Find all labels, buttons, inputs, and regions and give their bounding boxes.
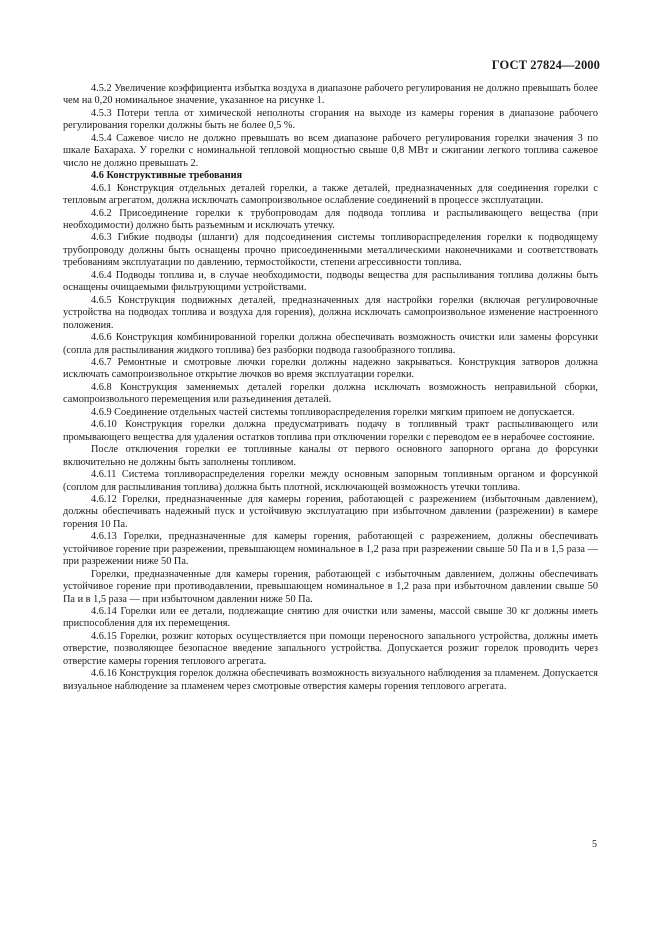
paragraph-4-6-13: 4.6.13 Горелки, предназначенные для камеры горения, работающей с разрежением, должны обеспечивать устойчивое горение при разрежении, превышающем номинальное в 1,2 раза при разрежении свыше 50 Па и в 1,5 раза — при разрежении ниже 50 Па. (63, 531, 598, 568)
paragraph-4-6-14: 4.6.14 Горелки или ее детали, подлежащие снятию для очистки или замены, массой свыше 30 кг должны иметь приспособления для их перемещения. (63, 606, 598, 630)
paragraph-4-6-10-continued: После отключения горелки ее топливные каналы от первого основного запорного органа до форсунки включительно не должны быть заполнены топливом. (63, 444, 598, 468)
paragraph-4-6-6: 4.6.6 Конструкция комбинированной горелки должна обеспечивать возможность очистки или замены форсунки (сопла для распыливания жидкого топлива) без разборки подвода газообразного топлива. (63, 332, 598, 356)
document-header: ГОСТ 27824—2000 (491, 58, 600, 72)
paragraph-4-6-9: 4.6.9 Соединение отдельных частей системы топливораспределения горелки мягким припоем не допускается. (91, 406, 575, 418)
paragraph-4-6-13-continued: Горелки, предназначенные для камеры горения, работающей с избыточным давлением, должны обеспечивать устойчивое горение при противодавлении, превышающем номинальное в 1,2 раза при избыточном давлении свыше 50 Па и в 1,5 раза — при избыточном давлении ниже 50 Па. (63, 568, 598, 605)
paragraph-4-6-2: 4.6.2 Присоединение горелки к трубопроводам для подвода топлива и распыливающего вещества (при необходимости) должно быть разъемным и исключать утечку. (63, 207, 598, 231)
paragraph-4-5-2: 4.5.2 Увеличение коэффициента избытка воздуха в диапазоне рабочего регулирования не должно превышать более чем на 0,20 номинальное значение, указанное на рисунке 1. (63, 83, 598, 107)
paragraph-4-6-5: 4.6.5 Конструкция подвижных деталей, предназначенных для настройки горелки (включая регулировочные устройства на подводах топлива и воздуха для горения), должна исключать самопроизвольное изменение настроенного положения. (63, 294, 598, 331)
paragraph-4-6-7: 4.6.7 Ремонтные и смотровые лючки горелки должны надежно закрываться. Конструкция затворов должна исключать самопроизвольное открытие лючков во время эксплуатации горелки. (63, 356, 598, 381)
paragraph-4-6-8: 4.6.8 Конструкция заменяемых деталей горелки должна исключать возможность неправильной сборки, самопроизвольного перемещения или разъединения деталей. (63, 381, 598, 406)
paragraph-4-6-10: 4.6.10 Конструкция горелки должна предусматривать подачу в топливный тракт распыливающего или промывающего вещества для удаления остатков топлива при отключении горелки с переводом ее в нерабочее состояние. (63, 419, 598, 443)
page-number: 5 (592, 839, 597, 850)
paragraph-4-6-3: 4.6.3 Гибкие подводы (шланги) для подсоединения системы топливораспределения горелки к подводящему трубопроводу должны быть оснащены прочно присоединенными металлическими наконечниками и соответствовать требованиям эксплуатации по давлению, термостойкости, степени агрессивности топлива. (63, 232, 598, 269)
section-heading-4-6: 4.6 Конструктивные требования (91, 170, 243, 182)
paragraph-4-6-1: 4.6.1 Конструкция отдельных деталей горелки, а также деталей, предназначенных для соединения горелки с тепловым агрегатом, должна исключать самопроизвольное ослабление соединений в процессе эксплуатации. (63, 182, 598, 207)
paragraph-4-5-4: 4.5.4 Сажевое число не должно превышать во всем диапазоне рабочего регулирования горелки значения 3 по шкале Бахараха. У горелки с номинальной тепловой мощностью свыше 0,8 МВт и сжигании легкого топлива сажевое число не должно превышать 2. (63, 132, 598, 169)
paragraph-4-6-11: 4.6.11 Система топливораспределения горелки между основным запорным топливным органом и форсункой (соплом для распыливания топлива) должна быть плотной, исключающей возможность утечки топлива. (63, 469, 598, 493)
paragraph-4-6-4: 4.6.4 Подводы топлива и, в случае необходимости, подводы вещества для распыливания топлива должны быть оснащены очищаемыми фильтрующими устройствами. (63, 269, 598, 294)
paragraph-4-6-12: 4.6.12 Горелки, предназначенные для камеры горения, работающей с разрежением (избыточным давлением), должны обеспечивать надежный пуск и устойчивую эксплуатацию при избыточном давлении (разрежении) в камере горения 10 Па. (63, 493, 598, 530)
paragraph-4-6-16: 4.6.16 Конструкция горелок должна обеспечивать возможность визуального наблюдения за пламенем. Допускается визуальное наблюдение за пламенем через смотровые отверстия камеры горения теплового агрегата. (63, 668, 598, 692)
document-body (63, 83, 598, 693)
paragraph-4-5-3: 4.5.3 Потери тепла от химической неполноты сгорания на выходе из камеры горения в диапазоне рабочего регулирования горелки должны быть не более 0,5 %. (63, 107, 598, 132)
paragraph-4-6-15: 4.6.15 Горелки, розжиг которых осуществляется при помощи переносного запального устройства, должны иметь отверстие, позволяющее безопасное введение запального устройства. Допускается розжиг горелок проводить через отверстие камеры горения теплового агрегата. (63, 630, 598, 667)
